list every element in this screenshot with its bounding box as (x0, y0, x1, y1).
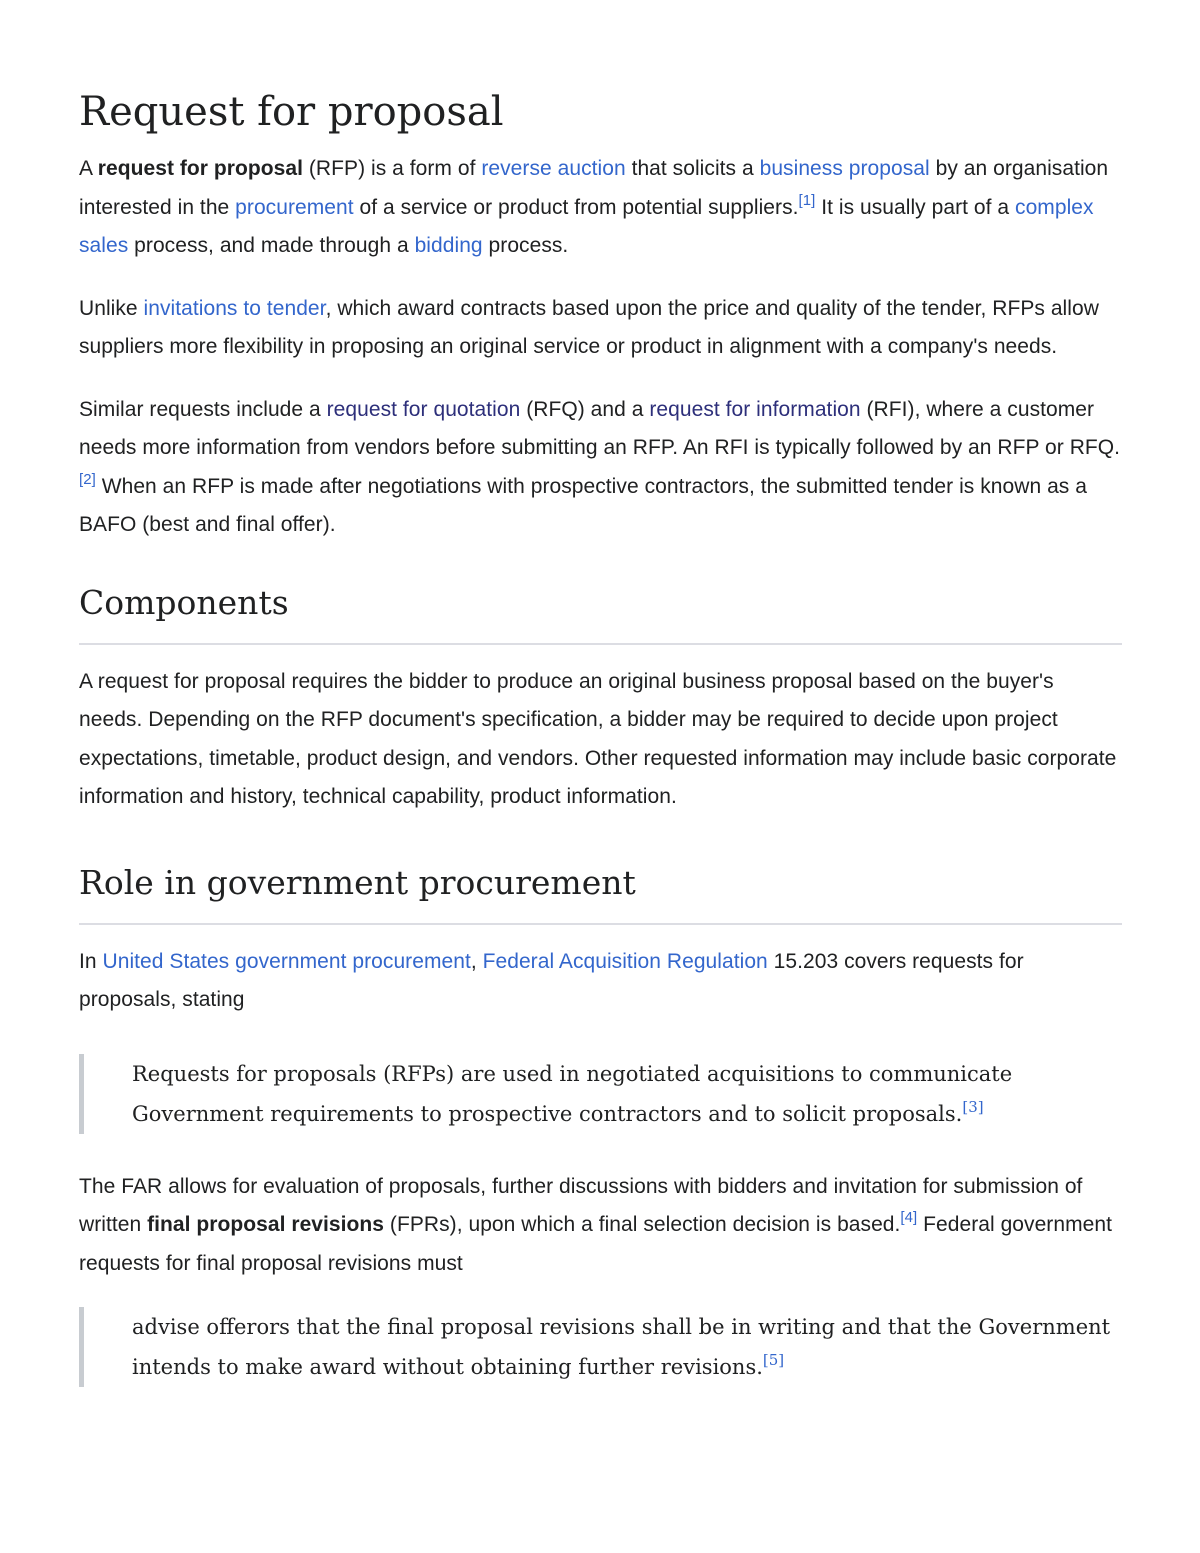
bold-term: final proposal revisions (147, 1213, 385, 1236)
text: When an RFP is made after negotiations with prospective contractors, the submitted tender is known as a BAFO (best and final offer). (79, 474, 1087, 536)
text: by an organisation interested in the (79, 157, 1109, 219)
reference-2[interactable] (79, 471, 96, 488)
text: Similar requests include a (79, 397, 327, 421)
link-reverse-auction[interactable]: reverse auction (481, 157, 626, 180)
text: (RFP) is a form of (303, 157, 482, 180)
text: A (79, 157, 98, 180)
bold-term: request for proposal (97, 157, 303, 180)
reference-1[interactable] (799, 192, 816, 209)
intro-paragraph-3 (79, 391, 1122, 545)
reference-link[interactable]: [1] (798, 191, 816, 209)
link-business-proposal[interactable]: business proposal (759, 157, 930, 180)
text: In (79, 949, 103, 973)
reference-link[interactable]: [2] (79, 470, 96, 488)
text: of a service or product from potential suppliers. (353, 195, 799, 219)
link-request-for-quotation[interactable]: request for quotation (326, 397, 521, 421)
quote-text: Requests for proposals (RFPs) are used in negotiated acquisitions to communicate Government requirements to prospective contractors and to solicit proposals. (132, 1061, 1013, 1126)
text: process. (482, 234, 569, 257)
page-title: Request for proposal (79, 89, 504, 135)
link-procurement[interactable]: procurement (235, 195, 354, 219)
text: process, and made through a (128, 234, 415, 257)
link-invitations-to-tender[interactable]: invitations to tender (143, 296, 326, 320)
link-federal-acquisition-regulation[interactable]: Federal Acquisition Regulation (482, 949, 768, 973)
text: It is usually part of a (815, 195, 1016, 219)
blockquote-far (79, 1054, 1122, 1134)
reference-link[interactable]: [4] (900, 1209, 918, 1226)
text: The FAR allows for evaluation of proposals, further discussions with bidders and invitation for submission of written (79, 1174, 1083, 1236)
link-request-for-information[interactable]: request for information (649, 397, 861, 421)
intro-paragraph-2 (79, 290, 1122, 367)
intro-paragraph-1 (79, 150, 1122, 266)
text: 15.203 covers requests for proposals, stating (79, 949, 1024, 1011)
link-complex-sales[interactable]: complex sales (79, 195, 1094, 257)
reference-link[interactable]: [5] (762, 1351, 785, 1369)
blockquote-fpr (79, 1307, 1122, 1387)
text: (RFQ) and a (520, 397, 650, 421)
section-heading-government: Role in government procurement (79, 861, 1122, 925)
link-bidding[interactable]: bidding (414, 234, 483, 257)
text: (FPRs), upon which a final selection decision is based. (384, 1213, 901, 1236)
quote-text: advise offerors that the final proposal revisions shall be in writing and that the Government intends to make award without obtaining further revisions. (132, 1315, 1111, 1379)
text: Unlike (79, 296, 144, 320)
text: that solicits a (625, 157, 760, 180)
text: , (470, 949, 483, 973)
government-paragraph-2 (79, 1168, 1122, 1284)
text: , which award contracts based upon the price and quality of the tender, RFPs allow suppliers more flexibility in proposing an original service or product in alignment with a company's needs. (79, 296, 1099, 358)
link-us-government-procurement[interactable]: United States government procurement (102, 949, 471, 973)
reference-5[interactable] (763, 1351, 784, 1369)
government-paragraph-1 (79, 943, 1122, 1020)
reference-link[interactable]: [3] (962, 1097, 984, 1116)
reference-4[interactable] (900, 1209, 917, 1226)
text: (RFI), where a customer needs more information from vendors before submitting an RFP. An RFI is typically followed by an RFP or RFQ. (79, 397, 1121, 459)
components-paragraph: A request for proposal requires the bidder to produce an original business proposal based on the buyer's needs. Depending on the RFP document's specification, a bidder may be required to decide upon project expectations, timetable, product design, and vendors. Other requested information may include basic corporate information and history, technical capability, product information. (79, 669, 1117, 808)
reference-3[interactable] (962, 1098, 983, 1116)
text: Federal government requests for final proposal revisions must (79, 1213, 1112, 1275)
section-heading-components: Components (79, 581, 1122, 645)
